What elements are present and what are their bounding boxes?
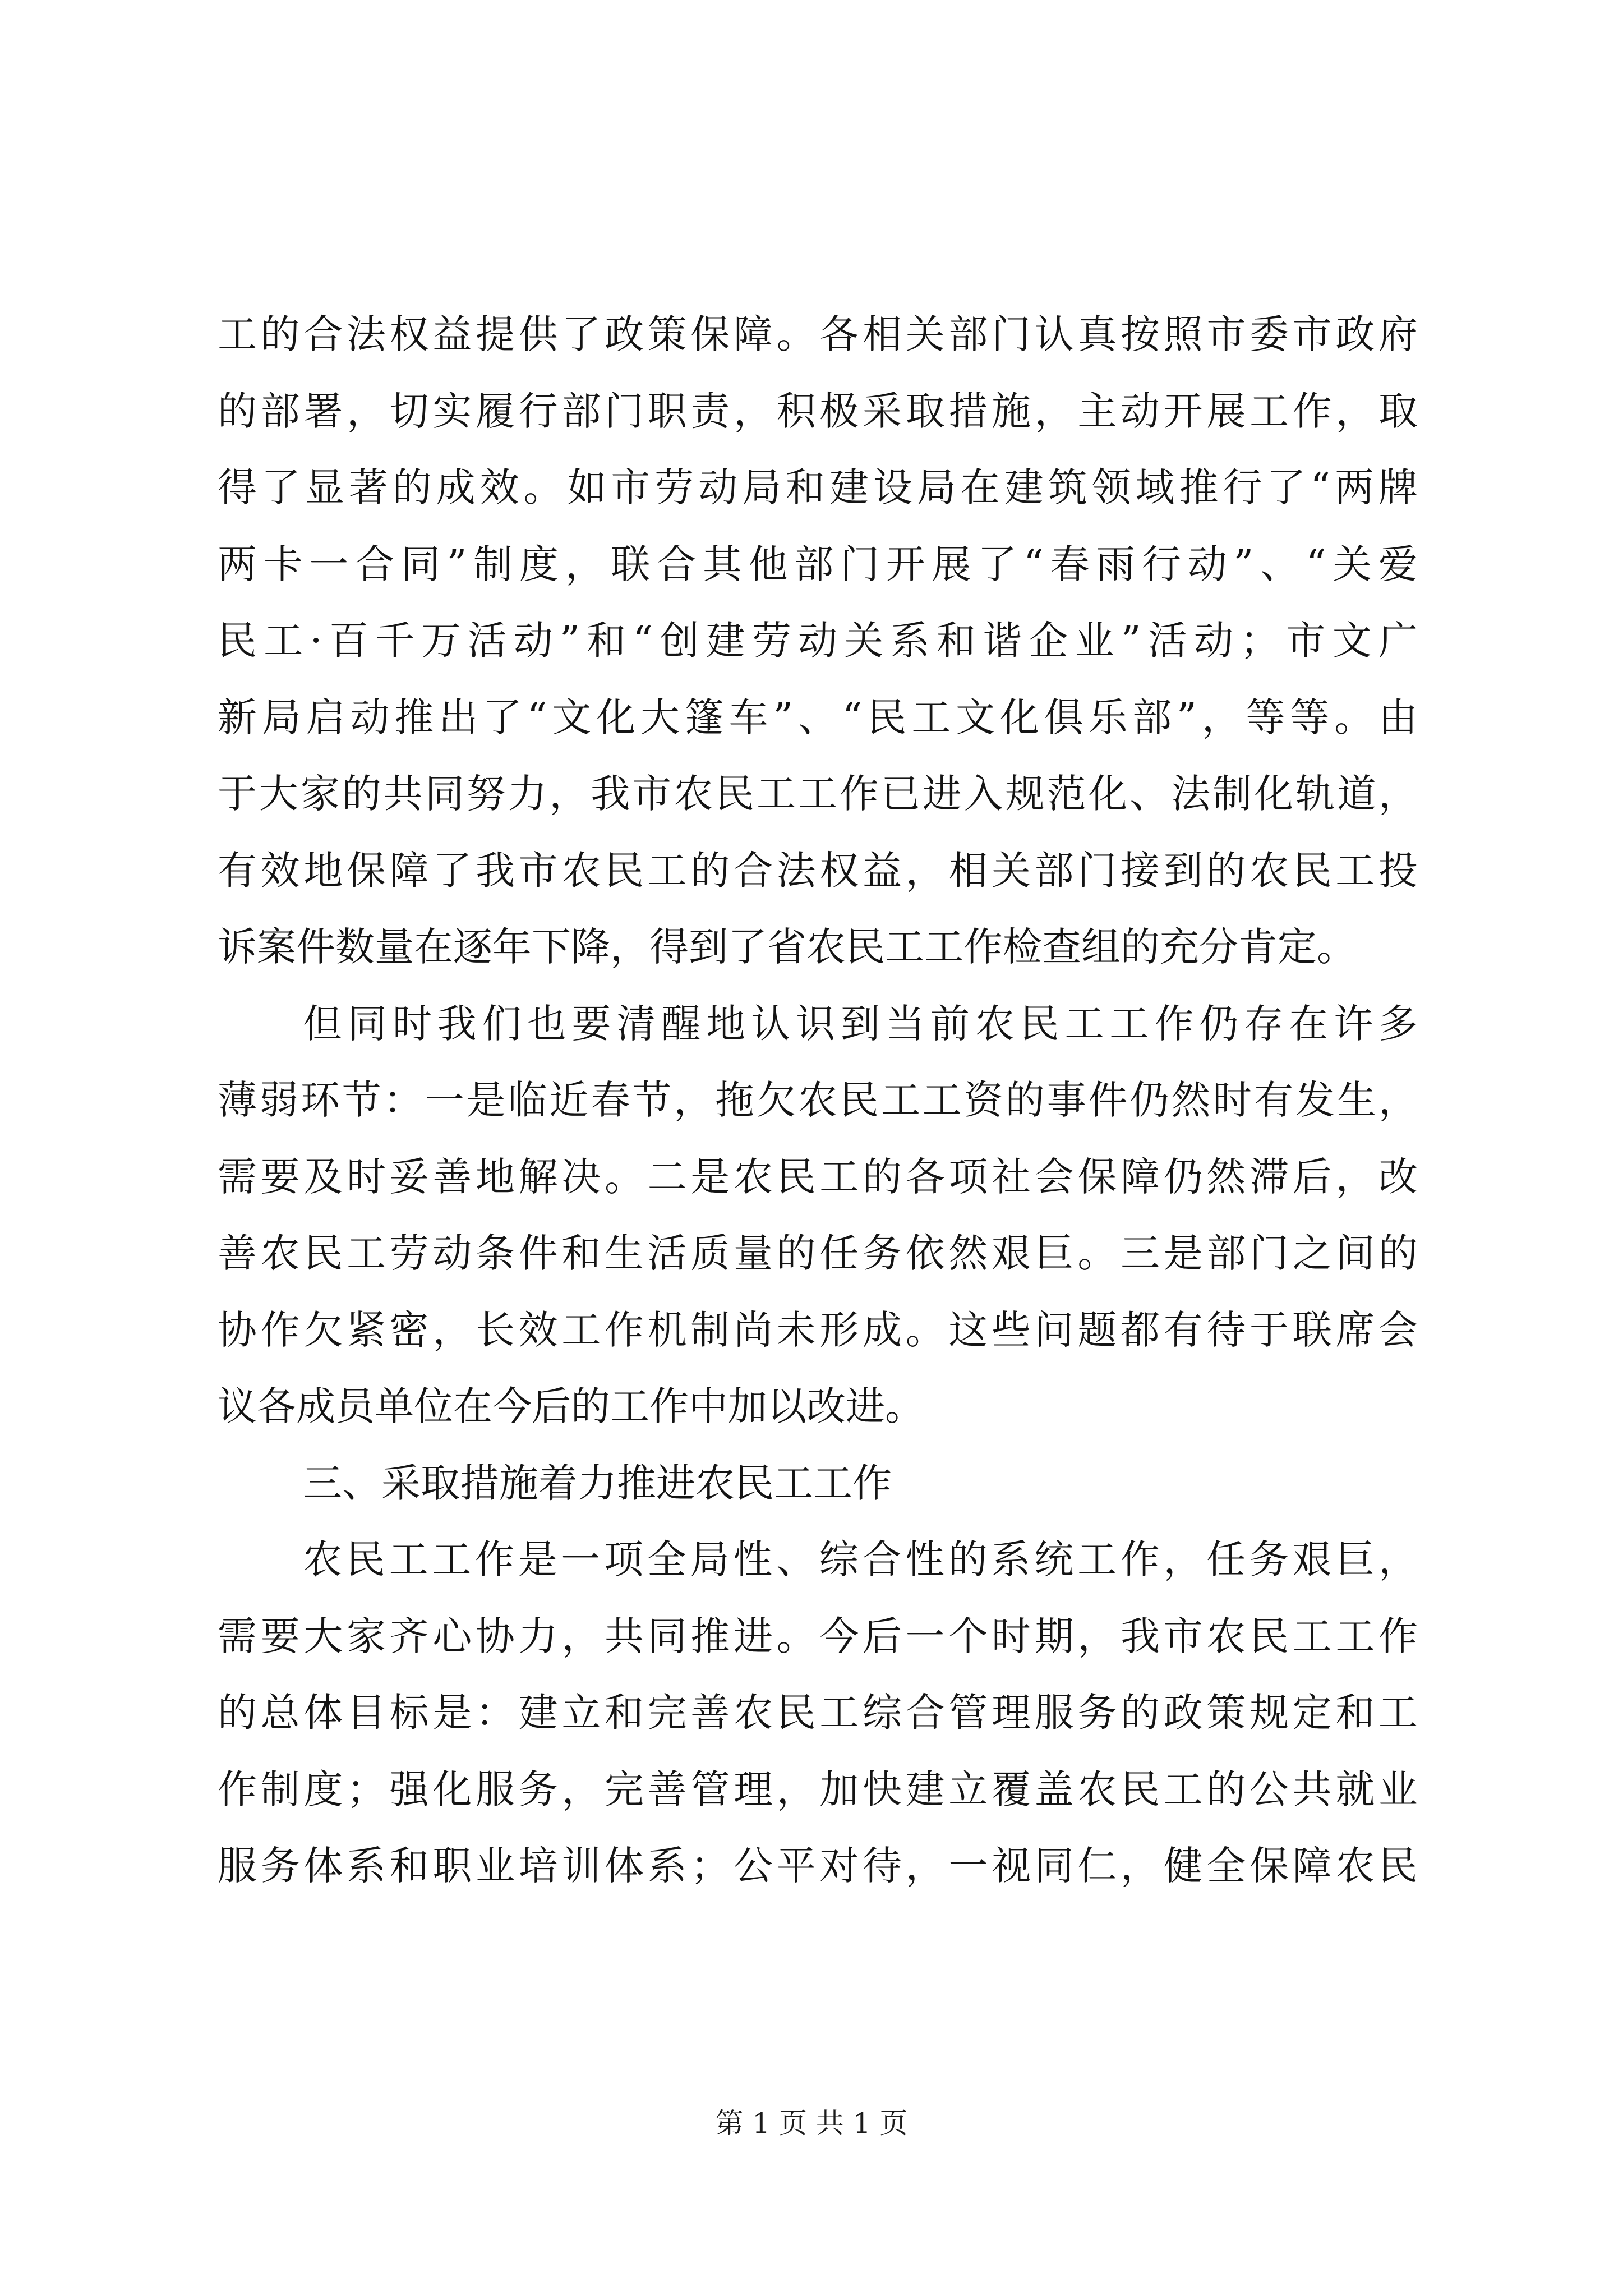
text-line: 善农民工劳动条件和生活质量的任务依然艰巨。三是部门之间的 — [218, 1230, 1418, 1276]
page-number-footer: 第 1 页 共 1 页 — [715, 2107, 908, 2139]
text-line: 于大家的共同努力，我市农民工工作已进入规范化、法制化轨道， — [218, 771, 1418, 817]
text-line: 新局启动推出了“文化大篷车”、“民工文化俱乐部”，等等。由 — [218, 694, 1418, 740]
text-line: 的总体目标是：建立和完善农民工综合管理服务的政策规定和工 — [218, 1690, 1418, 1736]
text-line: 有效地保障了我市农民工的合法权益，相关部门接到的农民工投 — [218, 847, 1418, 894]
section-heading: 三、采取措施着力推进农民工工作 — [303, 1460, 892, 1506]
text-line: 得了显著的成效。如市劳动局和建设局在建筑领域推行了“两牌 — [218, 464, 1418, 510]
text-line: 议各成员单位在今后的工作中加以改进。 — [218, 1383, 924, 1429]
text-line: 需要及时妥善地解决。二是农民工的各项社会保障仍然滞后，改 — [218, 1153, 1418, 1200]
text-line: 服务体系和职业培训体系；公平对待，一视同仁，健全保障农民 — [218, 1843, 1418, 1889]
text-line: 诉案件数量在逐年下降，得到了省农民工工作检查组的充分肯定。 — [218, 924, 1356, 970]
text-line: 工的合法权益提供了政策保障。各相关部门认真按照市委市政府 — [218, 311, 1418, 357]
text-line: 两卡一合同”制度，联合其他部门开展了“春雨行动”、“关爱 — [218, 541, 1418, 587]
text-line: 薄弱环节：一是临近春节，拖欠农民工工资的事件仍然时有发生， — [218, 1077, 1418, 1123]
text-line: 的部署，切实履行部门职责，积极采取措施，主动开展工作，取 — [218, 388, 1418, 434]
paragraph-first-line: 农民工工作是一项全局性、综合性的系统工作，任务艰巨， — [303, 1536, 1418, 1582]
paragraph-first-line: 但同时我们也要清醒地认识到当前农民工工作仍存在许多 — [303, 1000, 1418, 1047]
body-text — [218, 296, 1418, 1904]
text-line: 作制度；强化服务，完善管理，加快建立覆盖农民工的公共就业 — [218, 1766, 1418, 1812]
text-line: 民工·百千万活动”和“创建劳动关系和谐企业”活动；市文广 — [218, 618, 1418, 664]
text-line: 需要大家齐心协力，共同推进。今后一个时期，我市农民工工作 — [218, 1613, 1418, 1659]
text-line: 协作欠紧密，长效工作机制尚未形成。这些问题都有待于联席会 — [218, 1306, 1418, 1353]
